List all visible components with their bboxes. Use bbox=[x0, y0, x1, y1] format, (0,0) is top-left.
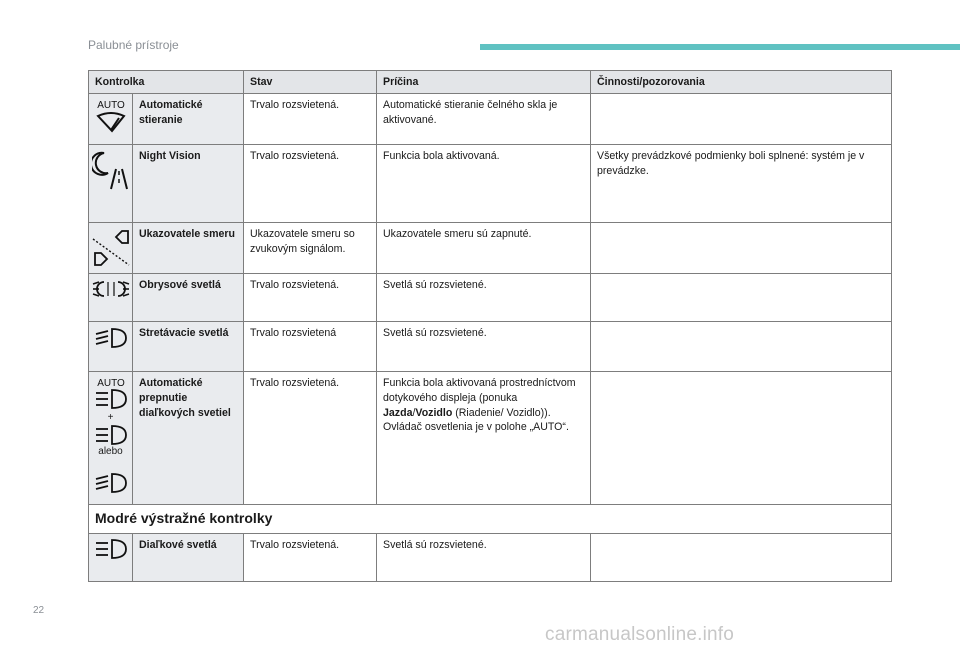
menu-jazda: Jazda bbox=[383, 406, 413, 419]
column-header: Stav bbox=[244, 71, 377, 94]
lamp-name: Automatické stieranie bbox=[133, 94, 244, 145]
lamp-state: Trvalo rozsvietená. bbox=[244, 372, 377, 505]
table-row bbox=[89, 145, 892, 223]
lamp-action bbox=[591, 372, 892, 505]
lamp-action bbox=[591, 274, 892, 322]
svg-text:AUTO: AUTO bbox=[96, 100, 125, 111]
lamp-name: Obrysové svetlá bbox=[133, 274, 244, 322]
menu-vozidlo: Vozidlo bbox=[415, 406, 453, 419]
lamp-cause bbox=[377, 372, 591, 505]
plus-sign: + bbox=[107, 412, 114, 423]
section-title: Palubné prístroje bbox=[88, 38, 179, 52]
lamp-cause: Automatické stieranie čelného skla je aktivované. bbox=[377, 94, 591, 145]
auto-high-beam-icon bbox=[89, 372, 133, 505]
section-heading-row bbox=[89, 505, 892, 534]
table-header-row bbox=[89, 71, 892, 94]
lamp-action bbox=[591, 533, 892, 581]
cause-text: Funkcia bola aktivovaná prostredníctvom dotykového displeja (ponuka bbox=[383, 377, 576, 404]
dipped-beam-icon bbox=[89, 322, 133, 372]
lamp-name: Stretávacie svetlá bbox=[133, 322, 244, 372]
column-header: Príčina bbox=[377, 71, 591, 94]
warning-lamps-table bbox=[88, 70, 892, 582]
auto-wiper-icon bbox=[89, 94, 133, 145]
table-row bbox=[89, 274, 892, 322]
cause-text: Ovládač osvetlenia je v polohe „AUTO“. bbox=[383, 421, 569, 434]
table-row bbox=[89, 94, 892, 145]
lamp-name: Ukazovatele smeru bbox=[133, 223, 244, 274]
dipped-beam-alt-icon bbox=[94, 472, 128, 494]
high-beam-icon bbox=[94, 424, 128, 446]
header-accent-bar bbox=[480, 44, 960, 50]
lamp-state: Trvalo rozsvietená. bbox=[244, 94, 377, 145]
lamp-action: Všetky prevádzkové podmienky boli splnené: systém je v prevádzke. bbox=[591, 145, 892, 223]
cause-text: (Riadenie/ Vozidlo)). bbox=[452, 406, 551, 419]
lamp-action bbox=[591, 223, 892, 274]
side-lights-icon bbox=[89, 274, 133, 322]
slash: / bbox=[412, 406, 416, 419]
table-row bbox=[89, 322, 892, 372]
section-heading: Modré výstražné kontrolky bbox=[89, 505, 892, 534]
lamp-state: Trvalo rozsvietená. bbox=[244, 274, 377, 322]
table-row bbox=[89, 372, 892, 505]
lamp-state: Trvalo rozsvietená. bbox=[244, 145, 377, 223]
lamp-state: Trvalo rozsvietená bbox=[244, 322, 377, 372]
lamp-name: Diaľkové svetlá bbox=[133, 533, 244, 581]
lamp-action bbox=[591, 94, 892, 145]
lamp-action bbox=[591, 322, 892, 372]
lamp-name: Automatické prepnutie diaľkových svetiel bbox=[133, 372, 244, 505]
column-header: Kontrolka bbox=[89, 71, 244, 94]
lamp-cause: Svetlá sú rozsvietené. bbox=[377, 322, 591, 372]
turn-signal-icon bbox=[89, 223, 133, 274]
lamp-state: Ukazovatele smeru so zvukovým signálom. bbox=[244, 223, 377, 274]
lamp-cause: Svetlá sú rozsvietené. bbox=[377, 533, 591, 581]
table-row bbox=[89, 533, 892, 581]
lamp-name: Night Vision bbox=[133, 145, 244, 223]
main-beam-icon bbox=[89, 533, 133, 581]
column-header: Činnosti/pozorovania bbox=[591, 71, 892, 94]
svg-text:AUTO: AUTO bbox=[96, 378, 125, 389]
watermark: carmanualsonline.info bbox=[545, 624, 735, 645]
page-number: 22 bbox=[33, 605, 45, 616]
table-row bbox=[89, 223, 892, 274]
lamp-cause: Funkcia bola aktivovaná. bbox=[377, 145, 591, 223]
lamp-cause: Ukazovatele smeru sú zapnuté. bbox=[377, 223, 591, 274]
night-vision-icon bbox=[89, 145, 133, 223]
alebo-label: alebo bbox=[98, 446, 123, 457]
lamp-cause: Svetlá sú rozsvietené. bbox=[377, 274, 591, 322]
lamp-state: Trvalo rozsvietená. bbox=[244, 533, 377, 581]
